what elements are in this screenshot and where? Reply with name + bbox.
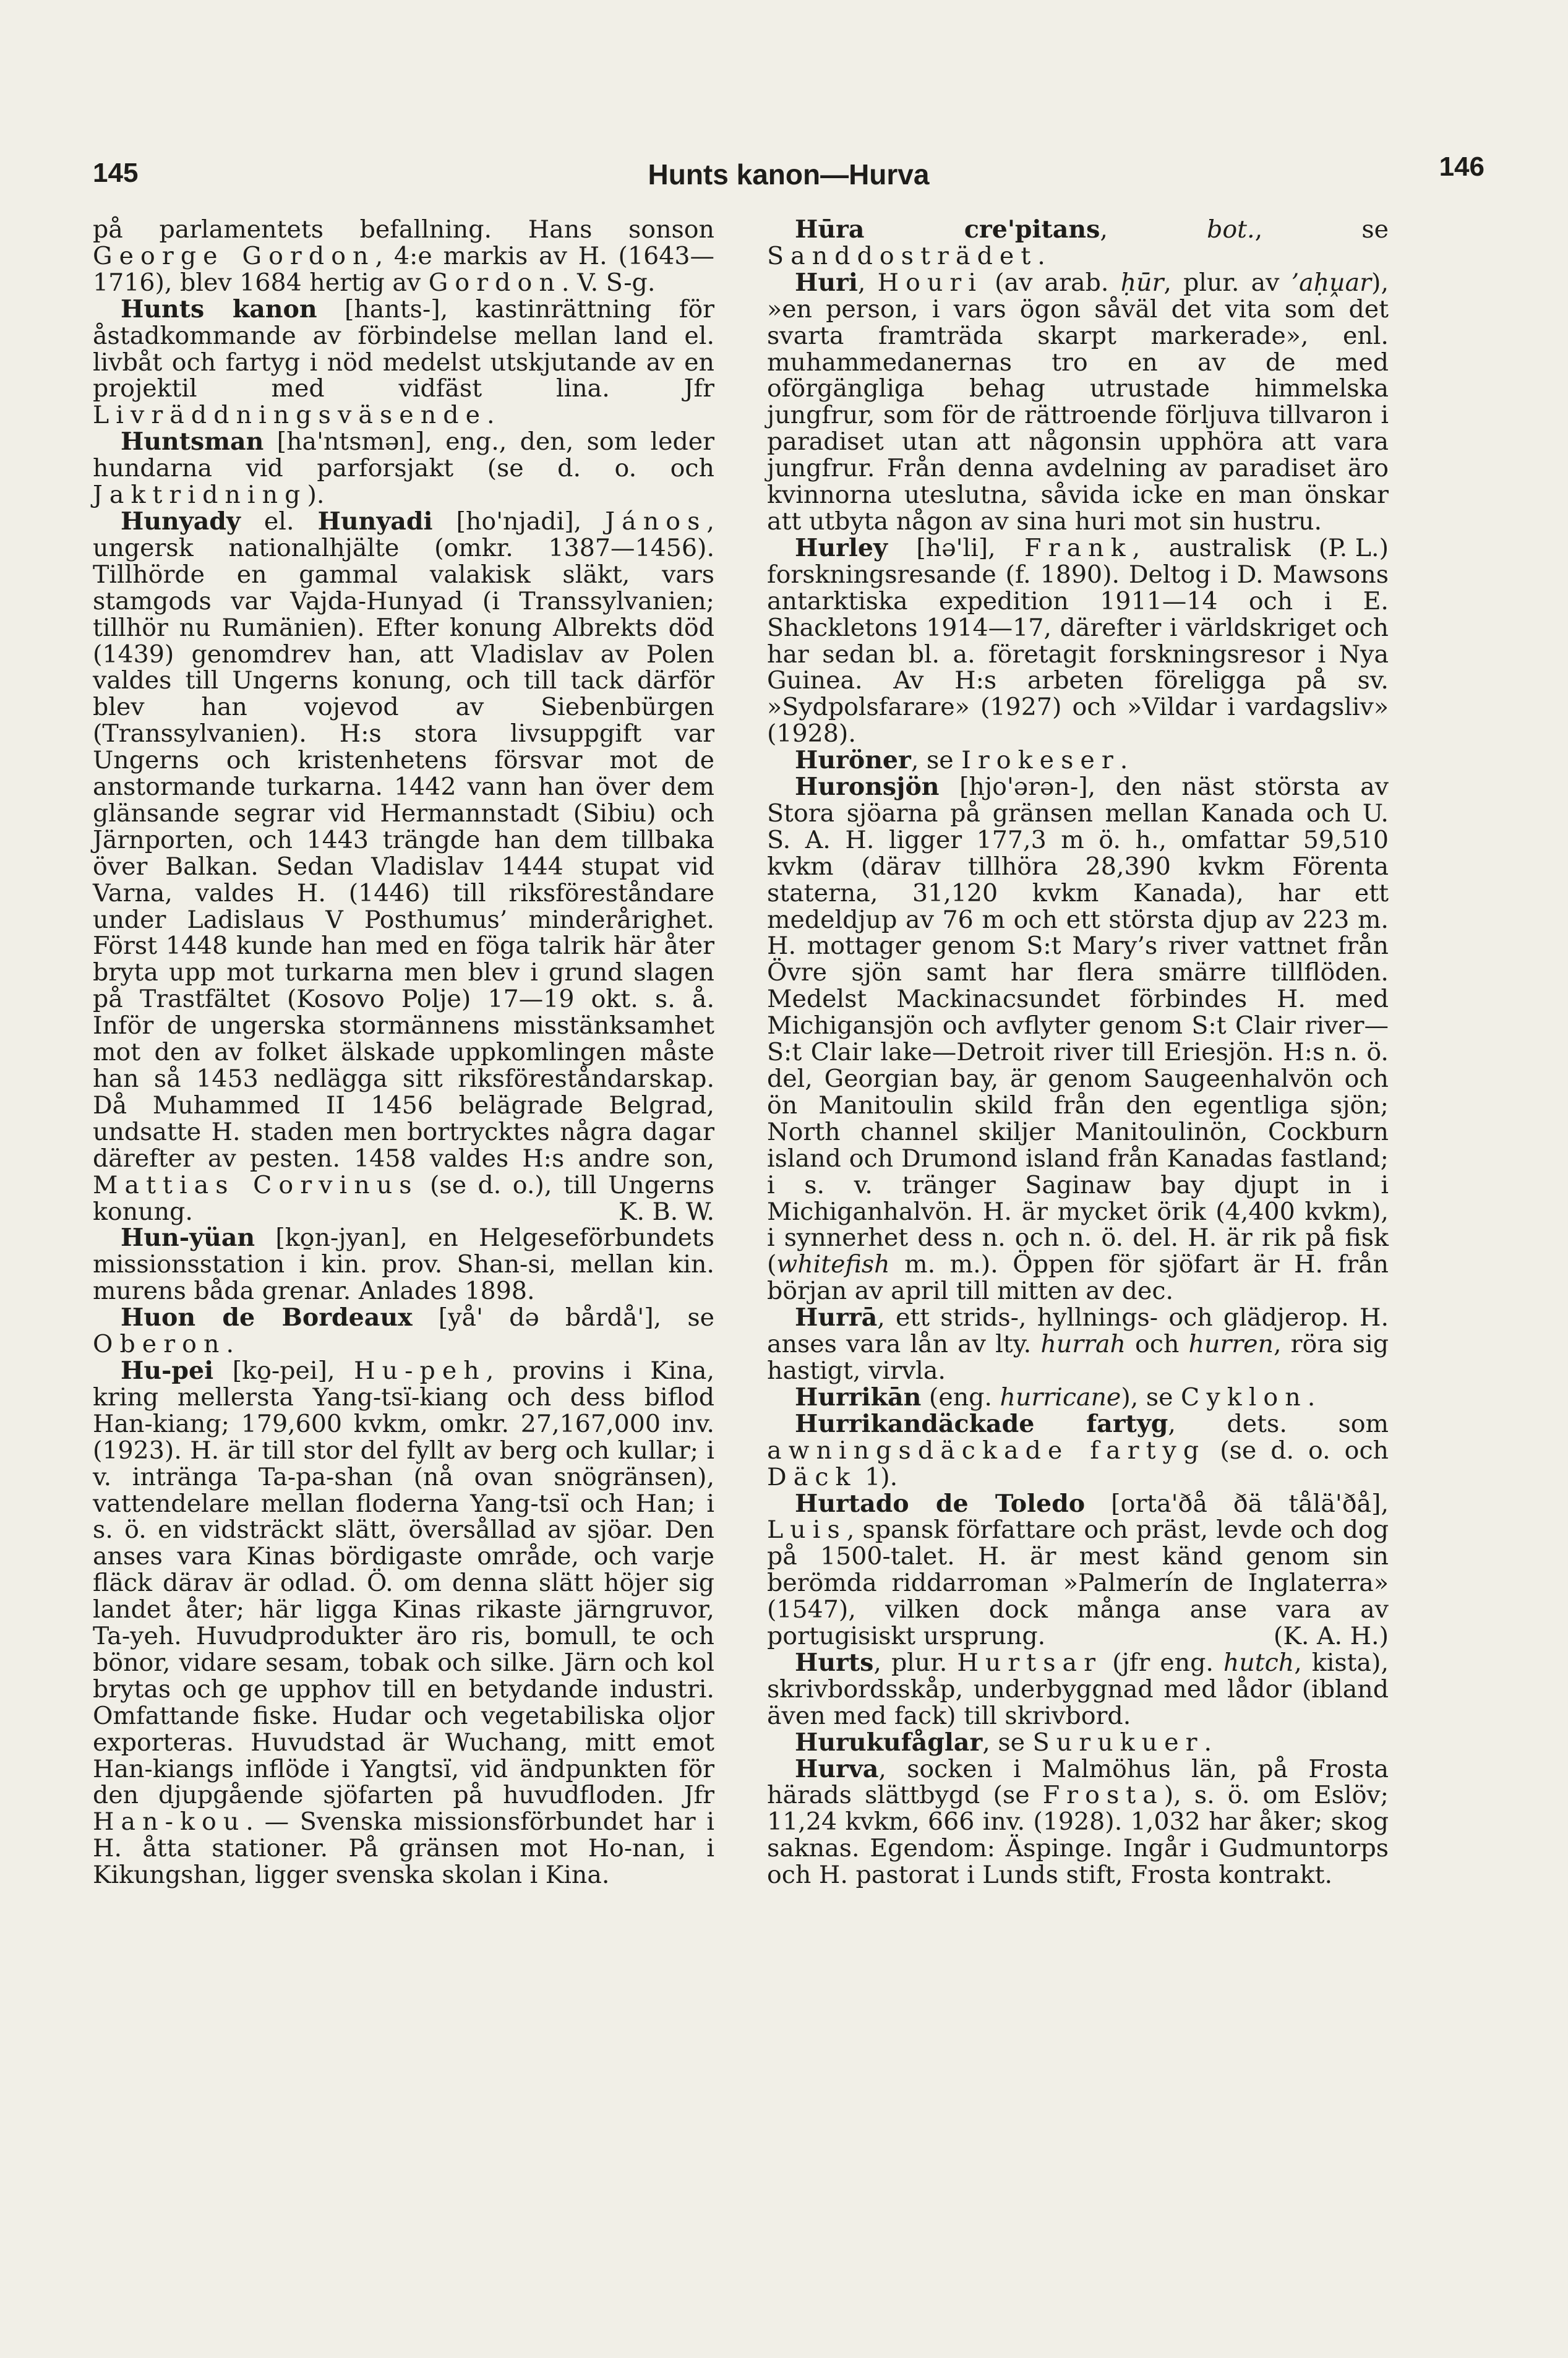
entry-text: , (1100, 215, 1207, 244)
spaced-reference: awningsdäckade fartyg (767, 1436, 1206, 1465)
entry-text: el. (240, 507, 318, 536)
spaced-reference: Frank (1024, 533, 1133, 562)
entry-text: ), se (1121, 1383, 1181, 1412)
entry-text: , se (1254, 215, 1389, 244)
headword: Hurrikān (795, 1383, 922, 1412)
right-column (767, 217, 1389, 1889)
entry-text: , se (982, 1728, 1033, 1757)
headword: Huronsjön (795, 773, 940, 802)
headword: Huröner (795, 746, 911, 775)
entry-text: . (487, 401, 495, 430)
author-signature: (P. L.) (1318, 533, 1389, 562)
spaced-reference: Han-kou (93, 1807, 246, 1837)
spaced-reference: Hurtsar (957, 1648, 1103, 1677)
entry-text: . V. S-g. (561, 268, 656, 297)
dictionary-entry (767, 774, 1389, 1305)
headword: Hurts (795, 1648, 874, 1677)
dictionary-entry (767, 1384, 1389, 1411)
entry-text: . (1307, 1383, 1316, 1412)
dictionary-entry (767, 1730, 1389, 1756)
spaced-reference: Jaktridning (93, 481, 307, 510)
entry-text: [hjo'ərən-], den näst största av Stora sjöarna på gränsen mellan Kanada och U. S. A. H. ligger 177,3 m ö. h., omfattar 59,510 kvkm (därav tillhöra 28,390 kvkm Förenta staterna, 31,120 kvkm Kanada), har ett medeldjup av 76 m och ett största djup av 223 m. H. mottager genom S:t Mary’s river vattnet från Övre sjön samt har flera smärre tillflöden. Medelst Mackinacsundet förbindes H. med Michigansjön och avflyter genom S:t Clair river—S:t Clair lake—Detroit river till Eriesjön. H:s n. ö. del, Georgian bay, är genom Saugeenhalvön och ön Manitoulin skild från den egentliga sjön; North channel skiljer Manitoulinön, Cockburn island och Drumond island från Kanadas fastland; i s. v. tränger Saginaw bay djupt in i Michiganhalvön. H. är mycket örik (4,400 kvkm), i synnerhet dess n. och n. ö. del. H. är rik på fisk ( (767, 773, 1389, 1279)
entry-text: . (226, 1330, 234, 1359)
spaced-reference: János (605, 507, 707, 536)
spaced-reference: Oberon (93, 1330, 226, 1359)
entry-text: (jfr eng. (1102, 1648, 1223, 1677)
dictionary-entry (93, 1305, 714, 1358)
dictionary-entry (767, 1650, 1389, 1730)
headword: Hunyady (121, 507, 241, 536)
headword: Hurtado de Toledo (795, 1489, 1086, 1518)
headword: Huntsman (121, 427, 264, 457)
entry-text: [orta'ðå ðä tålä'ðå], (1085, 1489, 1389, 1518)
italic-term: bot. (1207, 215, 1255, 244)
entry-text: på parlamentets befallning. Hans sonson (93, 215, 714, 244)
author-signature: K. B. W. (618, 1197, 714, 1226)
dictionary-entry (767, 1491, 1389, 1650)
entry-text: . — Svenska missionsförbundet har i H. åtta stationer. På gränsen mot Ho-nan, i Kikungshan, ligger svenska skolan i Kina. (93, 1807, 714, 1890)
spaced-reference: Livräddningsväsende (93, 401, 487, 430)
spaced-reference: Sanddosträdet (767, 241, 1038, 270)
headword: Huon de Bordeaux (121, 1303, 413, 1332)
dictionary-entry (767, 747, 1389, 774)
entry-text: , se (910, 746, 962, 775)
entry-text: , spansk författare och präst, levde och dog på 1500-talet. H. är mest känd genom sin berömda riddarroman »Palmerín de Inglaterra» (1547), vilken dock många anse vara av portugisiskt ursprung. (767, 1516, 1389, 1651)
dictionary-entry (93, 217, 714, 296)
spaced-reference: Frosta (1042, 1781, 1164, 1810)
dictionary-entry (767, 1756, 1389, 1889)
entry-text: . (1037, 241, 1045, 270)
spaced-reference: Gordon (428, 268, 562, 297)
italic-term: whitefish (776, 1250, 890, 1279)
entry-text: och (1125, 1330, 1189, 1359)
entry-text: (se d. o.), till Ungerns konung. (93, 1170, 714, 1226)
entry-text: , ett strids-, hyllnings- och glädjerop. H. anses vara lån av lty. (767, 1303, 1389, 1359)
headword: Hunts kanon (121, 294, 317, 324)
entry-text: , provins i Kina, kring mellersta Yang-tsï-kiang och dess biflod Han-kiang; 179,600 kvkm, omkr. 27,167,000 inv. (1923). H. är till stor del fyllt av berg och kullar; i v. intränga Ta-pa-shan (nå ovan snögränsen), vattendelare mellan floderna Yang-tsï och Han; i s. ö. en vidsträckt slätt, översållad av sjöar. Den anses vara Kinas bördigaste område, och varje fläck därav är odlad. Ö. om denna slätt höjer sig landet åter; här ligga Kinas rikaste järngruvor, Ta-yeh. Huvudprodukter äro ris, bomull, te och bönor, vidare sesam, tobak och silke. Järn och kol brytas och ge upphov till en betydande industri. Omfattande fiske. Hudar och vegetabiliska oljor exporteras. Huvudstad är Wuchang, mitt emot Han-kiangs inflöde i Yangtsï, vid ändpunkten för den djupgående sjöfarten på huvudfloden. Jfr (93, 1356, 714, 1810)
entry-text: ), s. ö. om Eslöv; 11,24 kvkm, 666 inv. (1928). 1,032 har åker; skog saknas. Egendom: Äspinge. Ingår i Gudmuntorps och H. pastorat i Lunds stift, Frosta kontrakt. (767, 1781, 1389, 1890)
headword: Hurrā (795, 1303, 878, 1332)
headword: Hurva (795, 1754, 879, 1783)
dictionary-entry (93, 508, 714, 1225)
spaced-reference: Luis (767, 1516, 847, 1545)
entry-text: [yå' də bårdå'], se (412, 1303, 715, 1332)
headword: Hūra cre'pitans (795, 215, 1100, 244)
headword: Hurrikandäckade fartyg (795, 1409, 1168, 1438)
spaced-reference: Irokeser (961, 746, 1120, 775)
headword: Hurukufåglar (795, 1728, 983, 1757)
headword: Hunyadi (317, 507, 433, 536)
dictionary-entry (93, 296, 714, 429)
spaced-reference: Surukuer (1032, 1728, 1204, 1757)
page-number-left: 145 (93, 158, 139, 188)
entry-text: 1). (857, 1462, 898, 1491)
spaced-reference: Cyklon (1181, 1383, 1308, 1412)
italic-term: ’aḥṷar (1291, 268, 1372, 297)
entry-text: [ko̱n-jyan], en Helgeseförbundets missionsstation i kin. prov. Shan-si, mellan kin. murens båda grenar. Anlades 1898. (93, 1224, 714, 1306)
entry-text: [ho'njadi], (432, 507, 606, 536)
headword: Huri (795, 268, 858, 297)
italic-term: ḥūr (1120, 268, 1164, 297)
spaced-reference: Houri (877, 268, 983, 297)
italic-term: hurricane (1000, 1383, 1121, 1412)
italic-term: hurrah (1040, 1330, 1126, 1359)
left-column (93, 217, 714, 1889)
running-head: Hunts kanon—Hurva (648, 158, 930, 191)
entry-text: ), »en person, i vars ögon såväl det vita som det svarta framträda skarpt markerade», enl. muhammedanernas tro en av de med oförgängliga behag utrustade himmelska jungfrur, som för de rättroende förljuva tillvaron i paradiset utan att någonsin upphöra att vara jungfrur. Från denna avdelning av paradiset äro kvinnorna uteslutna, såvida icke en man önskar att utbyta någon av sina huri mot sin hustru. (767, 268, 1389, 536)
entry-text: . (1204, 1728, 1212, 1757)
dictionary-entry (767, 217, 1389, 270)
entry-text: , dets. som (1168, 1409, 1389, 1438)
entry-text: [hants-], kastinrättning för åstadkommande av förbindelse mellan land el. livbåt och fartyg i nöd medelst utskjutande av en projektil med vidfäst lina. Jfr (93, 294, 714, 403)
italic-term: hurren (1188, 1330, 1274, 1359)
entry-text: (se d. o. och (1206, 1436, 1389, 1465)
headword: Hun-yüan (121, 1224, 255, 1253)
dictionary-entry (767, 1305, 1389, 1384)
dictionary-entry (93, 429, 714, 508)
entry-text: , kista), skrivbordsskåp, underbyggnad med lådor (ibland även med fack) till skrivbord. (767, 1648, 1389, 1730)
headword: Hurley (795, 533, 888, 562)
spaced-reference: Däck (767, 1462, 857, 1491)
dictionary-entry (93, 1225, 714, 1305)
entry-text: , socken i Malmöhus län, på Frosta härads slättbygd (se (767, 1754, 1389, 1810)
dictionary-entry (93, 1358, 714, 1889)
entry-text: (eng. (921, 1383, 1000, 1412)
page-number-right: 146 (1439, 152, 1484, 182)
italic-term: hutch (1223, 1648, 1295, 1677)
entry-text: , 4:e markis av H. (1643—1716), blev 1684 hertig av (93, 241, 714, 297)
entry-text: , (857, 268, 878, 297)
entry-text: , plur. av (1163, 268, 1292, 297)
dictionary-entry (767, 1411, 1389, 1491)
entry-text: , röra sig hastigt, virvla. (767, 1330, 1389, 1385)
spaced-reference: Hu-peh (354, 1356, 486, 1385)
entry-text: [hə'li], (887, 533, 1025, 562)
dictionary-entry (767, 535, 1389, 747)
entry-text: , ungersk nationalhjälte (omkr. 1387—1456). Tillhörde en gammal valakisk släkt, vars stamgods var Vajda-Hunyad (i Transsylvanien; tillhör nu Rumänien). Efter konung Albrekts död (1439) genomdrev han, att Vladislav av Polen valdes till Ungerns konung, och till tack därför blev han vojevod av Siebenbürgen (Transsylvanien). H:s stora livsuppgift var Ungerns och kristenhetens försvar mot de anstormande turkarna. 1442 vann han över dem glänsande segrar vid Hermannstadt (Sibiu) och Järnporten, och 1443 trängde han dem tillbaka över Balkan. Sedan Vladislav 1444 stupat vid Varna, valdes H. (1446) till riksföreståndare under Ladislaus V Posthumus’ minderårighet. Först 1448 kunde han med en föga talrik här åter bryta upp mot turkarna men blev i grund slagen på Trastfältet (Kosovo Polje) 17—19 okt. s. å. Inför de ungerska stormännens misstänksamhet mot den av folket älskade uppkomlingen måste han så 1453 nedlägga sitt riksföreståndarskap. Då Muhammed II 1456 belägrade Belgrad, undsatte H. staden men bortrycktes några dagar därefter av pesten. 1458 valdes H:s andre son, (93, 507, 714, 1173)
headword: Hu-pei (121, 1356, 214, 1385)
page-header (93, 152, 1484, 201)
spaced-reference: George Gordon (93, 241, 375, 270)
entry-text: ). (307, 481, 325, 510)
entry-text: . (1120, 746, 1128, 775)
entry-text: [ko̱-pei], (213, 1356, 354, 1385)
entry-text: , plur. (873, 1648, 958, 1677)
entry-text: m. m.). Öppen för sjöfart är H. från början av april till mitten av dec. (767, 1250, 1389, 1306)
author-signature: (K. A. H.) (1273, 1622, 1389, 1651)
entry-text: , australisk forskningsresande (f. 1890). Deltog i D. Mawsons antarktiska expedition 1911—14 och i E. Shackletons 1914—17, därefter i världskriget och har sedan bl. a. företagit forskningsresor i Nya Guinea. Av H:s arbeten föreligga på sv. »Sydpolsfarare» (1927) och »Vildar i vardagsliv» (1928). (767, 533, 1389, 748)
spaced-reference: Mattias Corvinus (93, 1170, 419, 1199)
entry-text: (av arab. (983, 268, 1121, 297)
entry-text: [ha'ntsmən], eng., den, som leder hundarna vid parforsjakt (se d. o. och (93, 427, 714, 483)
